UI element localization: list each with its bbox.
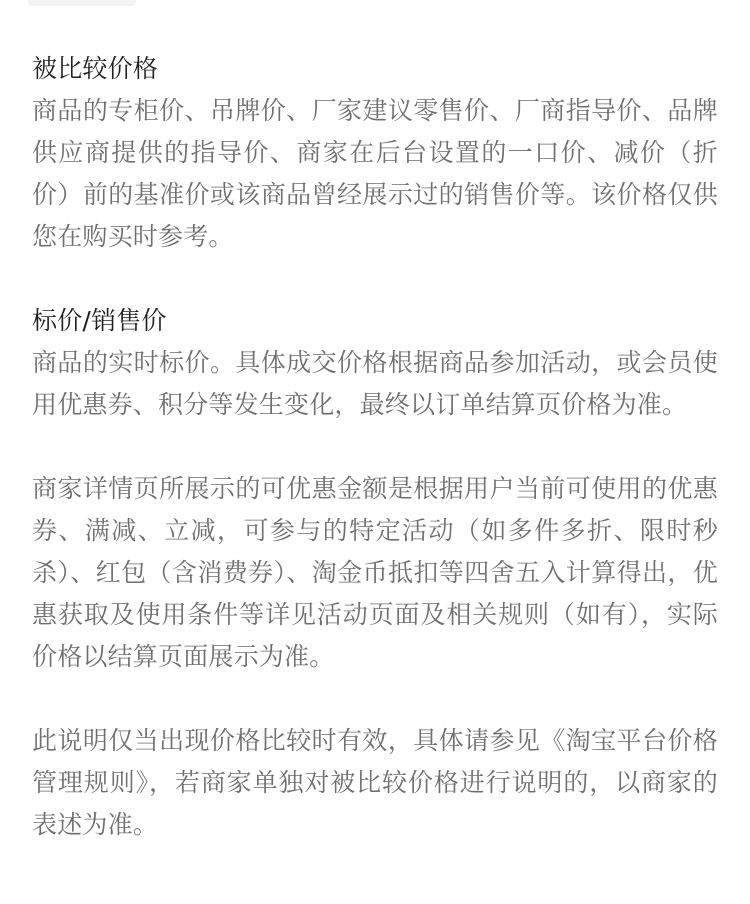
section-text-list-price: 商品的实时标价。具体成交价格根据商品参加活动，或会员使用优惠券、积分等发生变化，最终以订单结算页价格为准。 <box>32 348 718 419</box>
spacer <box>32 426 718 468</box>
section-heading-list-price: 标价/销售价 <box>32 306 167 335</box>
section-list-price <box>32 300 718 426</box>
price-explanation-content <box>32 48 718 846</box>
section-compared-price <box>32 48 718 258</box>
paragraph-validity-note: 此说明仅当出现价格比较时有效，具体请参见《淘宝平台价格管理规则》，若商家单独对被比较价格进行说明的，以商家的表述为准。 <box>32 726 718 839</box>
section-heading-compared-price: 被比较价格 <box>32 54 159 83</box>
top-strip-divider <box>28 0 136 6</box>
spacer <box>32 258 718 300</box>
paragraph-discount-amount: 商家详情页所展示的可优惠金额是根据用户当前可使用的优惠券、满减、立减，可参与的特定活动（如多件多折、限时秒杀）、红包（含消费券）、淘金币抵扣等四舍五入计算得出，优惠获取及使用条件等详见活动页面及相关规则（如有），实际价格以结算页面展示为准。 <box>32 474 718 671</box>
spacer <box>32 678 718 720</box>
section-text-compared-price: 商品的专柜价、吊牌价、厂家建议零售价、厂商指导价、品牌供应商提供的指导价、商家在后台设置的一口价、减价（折价）前的基准价或该商品曾经展示过的销售价等。该价格仅供您在购买时参考。 <box>32 96 718 251</box>
